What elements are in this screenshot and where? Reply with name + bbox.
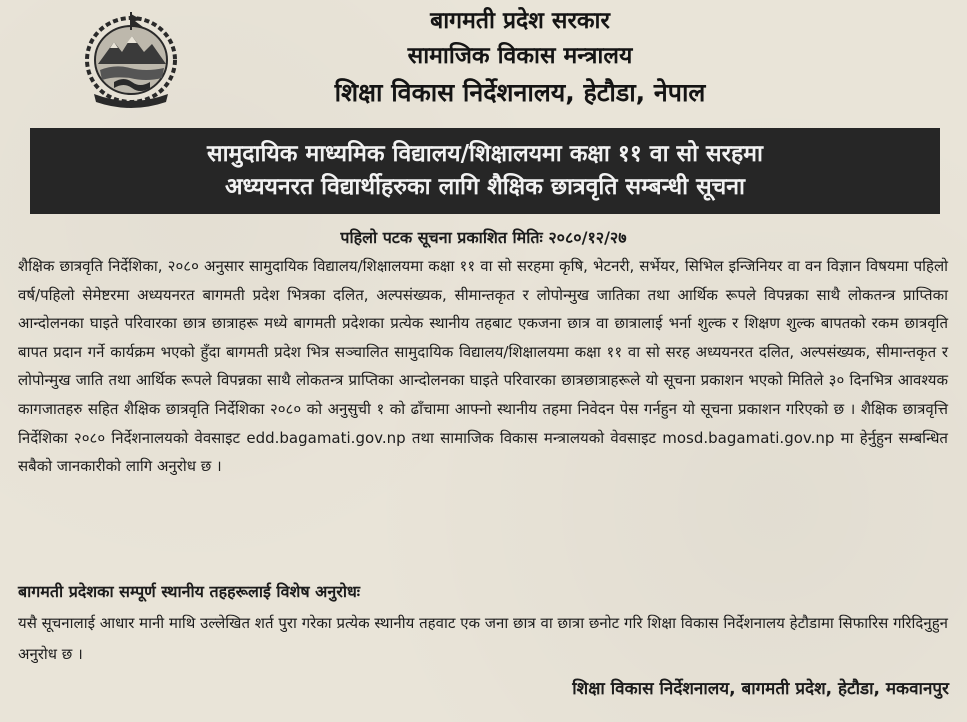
notice-title-banner <box>30 128 940 214</box>
notice-title-line-2: अध्ययनरत विद्यार्थीहरुका लागि शैक्षिक छात्रवृति सम्बन्धी सूचना <box>224 174 745 201</box>
nepal-government-emblem-icon <box>80 8 182 108</box>
notice-body <box>18 252 948 481</box>
issuer-signature: शिक्षा विकास निर्देशनालय, बागमती प्रदेश, हेटौडा, मकवानपुर <box>572 679 949 699</box>
special-request-body <box>18 608 948 670</box>
directorate-name: शिक्षा विकास निर्देशनालय, हेटौडा, नेपाल <box>334 78 706 107</box>
issuer-header <box>190 4 850 105</box>
special-request-text: यसै सूचनालाई आधार मानी माथि उल्लेखित शर्त पुरा गरेका प्रत्येक स्थानीय तहवाट एक जना छात्र वा छात्रा छनोट गरि शिक्षा विकास निर्देशनालय हेटौडामा सिफारिस गरिदिनुहुन अनुरोध छ । <box>18 614 948 663</box>
publication-date: पहिलो पटक सूचना प्रकाशित मितिः २०८०/१२/२७ <box>340 228 627 247</box>
notice-title-line-1: सामुदायिक माध्यमिक विद्यालय/शिक्षालयमा कक्षा ११ वा सो सरहमा <box>207 141 763 167</box>
ministry-name: सामाजिक विकास मन्त्रालय <box>407 43 633 69</box>
notice-paragraph: शैक्षिक छात्रवृति निर्देशिका, २०८० अनुसार सामुदायिक विद्यालय/शिक्षालयमा कक्षा ११ वा सो सरहमा कृषि, भेटनरी, सर्भेयर, सिभिल इन्जिनियर वा वन विज्ञान विषयमा पहिलो वर्ष/पहिलो सेमेष्टरमा अध्ययनरत बागमती प्रदेश भित्रका दलित, अल्पसंख्यक, सीमान्तकृत र लोपोन्मुख जातिका तथा आर्थिक रूपले विपन्नका साथै लोकतन्त्र प्राप्तिका आन्दोलनका घाइते परिवारका छात्र छात्राहरू मध्ये बागमती प्रदेशका प्रत्येक स्थानीय तहबाट एकजना छात्र वा छात्रालाई भर्ना शुल्क र शिक्षण शुल्क बापतको रकम छात्रवृति बापत प्रदान गर्ने कार्यक्रम भएको हुँदा बागमती प्रदेश भित्र सञ्चालित सामुदायिक विद्यालय/शिक्षालयमा कक्षा ११ वा सो सरह अध्ययनरत दलित, अल्पसंख्यक, सीमान्तकृत र लोपोन्मुख जाति तथा आर्थिक रूपले विपन्नका साथै लोकतन्त्र प्राप्तिका आन्दोलनका घाइते परिवारका छात्रछात्राहरूले यो सूचना प्रकाशन भएको मितिले ३० दिनभित्र आवश्यक कागजातहरु सहित शैक्षिक छात्रवृति निर्देशिका २०८० को अनुसुची १ को ढाँचामा आफ्नो स्थानीय तहमा निवेदन पेस गर्नहुन यो सूचना प्रकाशन गरिएको छ । शैक्षिक छात्रवृत्ति निर्देशिका २०८० निर्देशनालयको वेवसाइट edd.bagamati.gov.np तथा सामाजिक विकास मन्त्रालयको वेवसाइट mosd.bagamati.gov.np मा हेर्नुहुन सम्बन्धित सबैको जानकारीको लागि अनुरोध छ । <box>18 257 948 476</box>
special-request-heading: बागमती प्रदेशका सम्पूर्ण स्थानीय तहहरूलाई विशेष अनुरोधः <box>18 582 361 601</box>
government-name: बागमती प्रदेश सरकार <box>430 8 610 34</box>
